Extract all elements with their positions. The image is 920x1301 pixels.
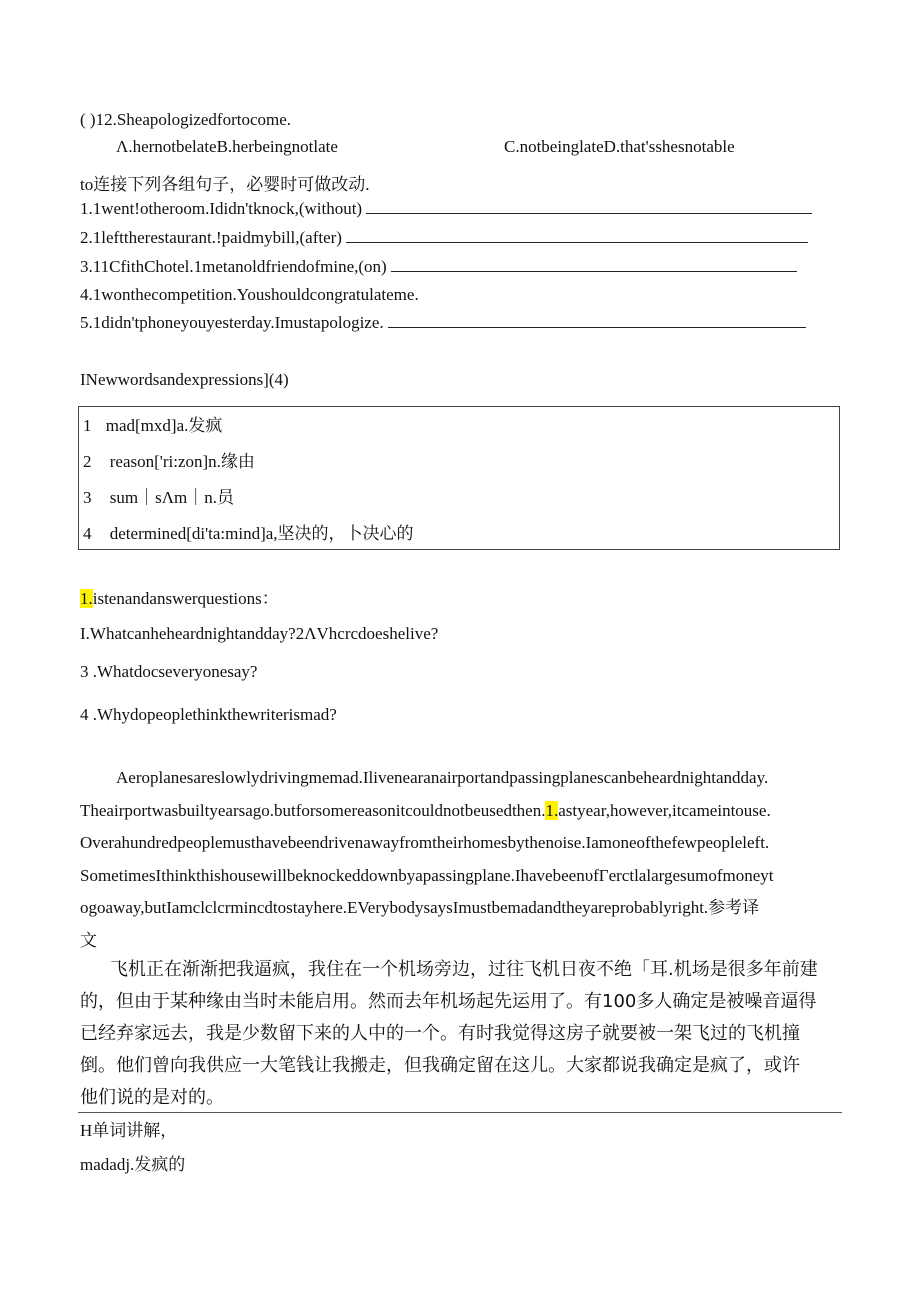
- passage-line: ogoaway,butIamclclcrmincdtostayhere.EVerybodysaysImustbemadandtheyareprobablyright.参考译: [80, 898, 760, 917]
- vocab-text: mad[mxd]a.发疯: [105, 416, 223, 435]
- passage-line: SometimesIthinkthishousewillbeknockeddownbyapassingplane.IhavebeenυfΓerctlalargesumofmoneyt: [80, 865, 774, 885]
- translation-line: 飞机正在渐渐把我逼疯，我住在一个机场旁边，过往飞机日夜不绝「耳.机场是很多年前建: [110, 959, 818, 980]
- passage: [80, 762, 842, 957]
- question-12-options-cd: C.notbeinglateD.that'sshesnotable: [504, 137, 735, 156]
- passage-line: Aeroplanesareslowlydrivingmemad.Ilivenearanairportandpassingplanescanbeheardnightandday.: [116, 768, 769, 787]
- vocab-number: 1: [83, 416, 92, 435]
- question-12: ( )12.Sheapologizedfortocome.: [80, 110, 292, 129]
- sentence-3: [80, 257, 797, 277]
- vocab-item: [83, 411, 222, 436]
- highlight-mark: 1.: [80, 589, 93, 608]
- sentence-1: [80, 199, 812, 219]
- sentence-4: [80, 285, 419, 305]
- translation: [80, 954, 842, 1114]
- translation-line: 倒。他们曾向我供应一大笔钱让我搬走，但我确定留在这儿。大家都说我确定是疯了，或许: [80, 1055, 800, 1076]
- listen-question-4: 4 .Whydopeoplethinkthewriterismad?: [80, 705, 337, 724]
- sentence-text: 3.11CfithChotel.1metanoldfriendofmine,(on): [80, 257, 387, 276]
- vocab-item: [83, 519, 414, 544]
- passage-text: Theairportwasbuiltyearsago.butforsomereasonitcouldnotbeusedthen.: [80, 800, 546, 820]
- listen-question-1-2: I.Whatcanheheardnightandday?2ΛVhcrcdoeshelive?: [80, 624, 439, 643]
- translation-line: 已经弃家远去，我是少数留下来的人中的一个。有时我觉得这房子就要被一架飞过的飞机撞: [80, 1023, 800, 1044]
- vocab-text: determined[di'ta:mind]a,坚决的，卜决心的: [109, 524, 414, 543]
- translation-line: 他们说的是对的。: [80, 1087, 224, 1108]
- sentence-5: [80, 313, 806, 333]
- passage-line: [80, 795, 842, 828]
- passage-line: Overahundredpeoplemusthavebeendrivenawayfromtheirhomesbythenoise.Iamoneofthefewpeopleleft.: [80, 833, 770, 852]
- sentence-text: 4.1wonthecompetition.Youshouldcongratulateme.: [80, 285, 419, 304]
- passage-line: 文: [80, 930, 97, 950]
- answer-line: [388, 327, 806, 328]
- vocab-heading: INewwordsandexpressions](4): [80, 370, 289, 389]
- vocab-number: 2: [83, 452, 92, 471]
- passage-text: astyear,however,itcameintouse.: [558, 800, 771, 820]
- vocab-text: sum｜sΛm｜n.员: [109, 488, 235, 507]
- instruction: to连接下列各组句子，必婴时可做改动.: [80, 175, 370, 194]
- answer-line: [391, 271, 797, 272]
- vocab-item: [83, 483, 234, 508]
- sentence-text: 1.1went!otheroom.Ididn'tknock,(without): [80, 199, 363, 218]
- vocab-text: reason['ri:zon]n.缘由: [109, 452, 255, 471]
- divider: [78, 1112, 842, 1113]
- vocab-number: 3: [83, 488, 92, 507]
- listen-question-3: 3 .Whatdocseveryonesay?: [80, 662, 258, 681]
- translation-line: 的，但由于某种缘由当时未能启用。然而去年机场起先运用了。有100多人确定是被噪音逼得: [80, 991, 817, 1012]
- section-2-item: madadj.发疯的: [80, 1155, 186, 1174]
- vocab-box: [78, 406, 840, 550]
- listen-heading-text: istenandanswerquestions：: [92, 589, 279, 608]
- vocab-number: 4: [83, 524, 92, 543]
- highlight-mark: 1.: [545, 800, 559, 820]
- answer-line: [366, 213, 812, 214]
- sentence-2: [80, 228, 808, 248]
- answer-line: [346, 242, 808, 243]
- vocab-item: [83, 447, 255, 472]
- listen-heading: [80, 584, 279, 609]
- sentence-text: 5.1didn'tphoneyouyesterday.Imustapologize.: [80, 313, 384, 332]
- section-2-heading: H单词讲解，: [80, 1121, 178, 1140]
- question-12-options-ab: Λ.hernotbelateB.herbeingnotlate: [116, 137, 338, 156]
- sentence-text: 2.1lefttherestaurant.!paidmybill,(after): [80, 228, 342, 247]
